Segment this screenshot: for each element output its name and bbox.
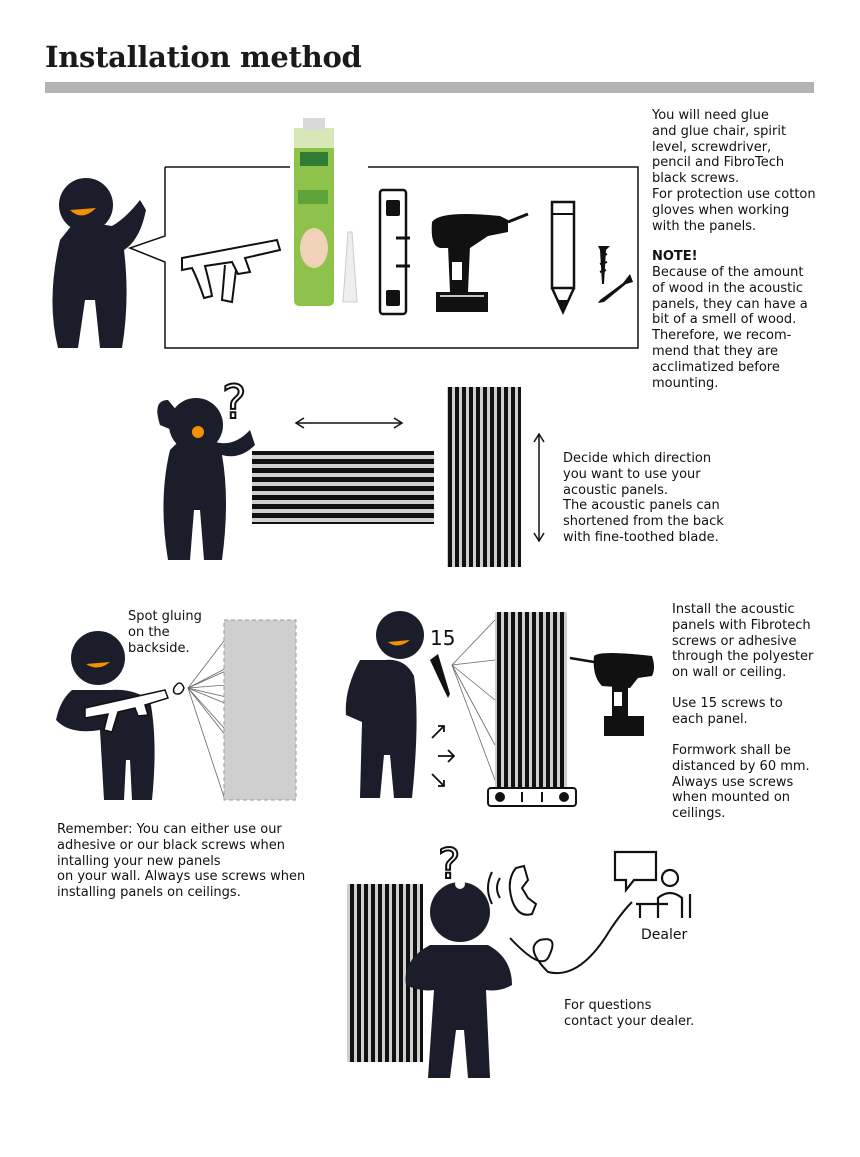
horizontal-panel bbox=[252, 451, 434, 524]
phone-icon bbox=[488, 866, 536, 915]
formwork-instructions: Formwork shall be distanced by 60 mm. Always use screws when mounted on ceilings. bbox=[672, 743, 810, 822]
screw-instructions: Use 15 screws to each panel. bbox=[672, 696, 783, 727]
figure-waving bbox=[52, 178, 146, 348]
installed-panel bbox=[495, 612, 567, 792]
dealer-label: Dealer bbox=[641, 927, 688, 943]
question-mark-icon-2: ? bbox=[438, 839, 461, 888]
screw-icon bbox=[430, 654, 450, 698]
drill-icon-small bbox=[570, 653, 654, 736]
spot-gluing-caption: Spot gluing on the backside. bbox=[128, 609, 202, 656]
glue-tube bbox=[294, 118, 357, 306]
contact-dealer-text: For questions contact your dealer. bbox=[564, 998, 695, 1029]
question-mark-icon: ? bbox=[222, 375, 247, 429]
screw-count: 15 bbox=[430, 626, 456, 650]
install-instructions: Install the acoustic panels with Fibrotech screws or adhesive through the polyester on wall or ceiling. bbox=[672, 602, 814, 681]
panel-backside bbox=[224, 620, 296, 800]
note-text: Because of the amount of wood in the acoustic panels, they can have a bit of a smell of wood. Therefore, we recom- mend that they are acclimatized before mounting. bbox=[652, 265, 808, 391]
drill-icon bbox=[432, 214, 528, 312]
spirit-level-horizontal-icon bbox=[488, 788, 576, 806]
pencil-icon bbox=[552, 202, 574, 312]
install-spray-lines bbox=[452, 620, 495, 780]
vertical-arrow-icon bbox=[534, 434, 544, 541]
horizontal-arrow-icon bbox=[296, 418, 402, 428]
phone-cord-line bbox=[510, 902, 632, 973]
spirit-level-icon bbox=[380, 190, 410, 314]
glue-gun-outline bbox=[182, 240, 280, 302]
vertical-panel bbox=[447, 387, 521, 567]
direction-instructions: Decide which direction you want to use your acoustic panels. The acoustic panels can shortened from the back with fine-toothed blade. bbox=[563, 451, 724, 545]
diagonal-arrows-icon bbox=[432, 726, 454, 786]
page-title: Installation method bbox=[45, 40, 362, 74]
tools-callout bbox=[130, 167, 638, 348]
note-heading: NOTE! bbox=[652, 249, 698, 264]
screws-icon bbox=[598, 246, 633, 303]
figure-installing bbox=[346, 611, 424, 798]
tools-instructions: You will need glue and glue chair, spirit level, screwdriver, pencil and FibroTech black screws. For protection use cotton gloves when working with the panels. bbox=[652, 108, 816, 234]
remember-text: Remember: You can either use our adhesive or our black screws when intalling your new panels on your wall. Always use screws when installing panels on ceilings. bbox=[57, 822, 306, 901]
